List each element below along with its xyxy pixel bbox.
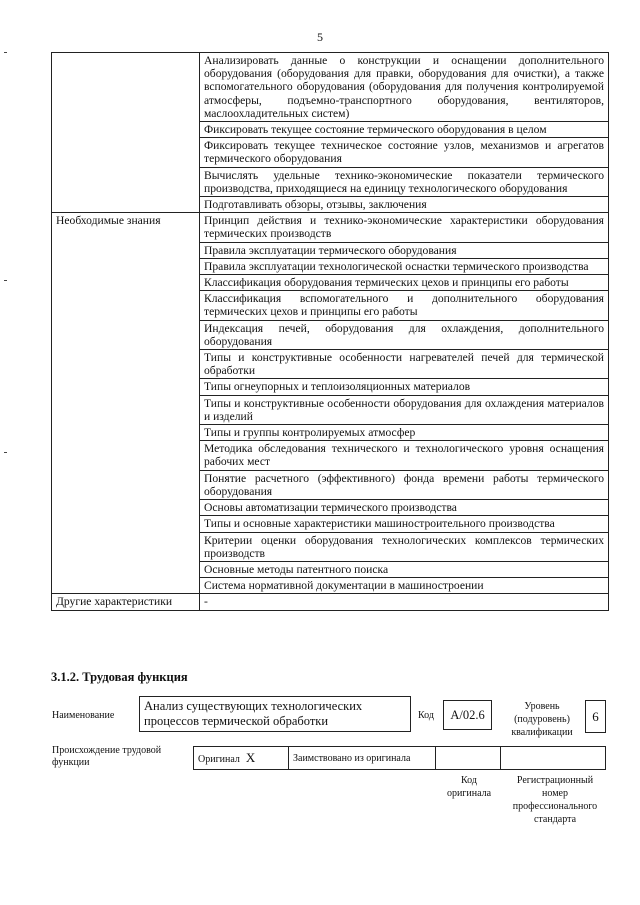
table-row bbox=[52, 291, 609, 320]
row-label bbox=[52, 441, 200, 470]
section-title: 3.1.2. Трудовая функция bbox=[51, 670, 188, 684]
borrowed-cell bbox=[289, 747, 436, 770]
table-row bbox=[52, 578, 609, 594]
table-row bbox=[52, 395, 609, 424]
table-row bbox=[52, 122, 609, 138]
row-text: Типы и основные характеристики машиностроительного производства bbox=[200, 516, 609, 532]
row-label bbox=[52, 242, 200, 258]
row-label bbox=[52, 532, 200, 561]
original-mark: X bbox=[245, 750, 256, 765]
original-cell bbox=[194, 747, 289, 770]
code-value: A/02.6 bbox=[443, 700, 492, 730]
table-row bbox=[52, 320, 609, 349]
row-label bbox=[52, 197, 200, 213]
row-text: - bbox=[200, 594, 609, 610]
name-label: Наименование bbox=[52, 710, 115, 721]
row-text: Фиксировать текущее техническое состояние узлов, механизмов и агрегатов термического оборудования bbox=[200, 138, 609, 167]
borrowed-label: Заимствовано из оригинала bbox=[293, 752, 411, 764]
row-label bbox=[52, 470, 200, 499]
row-text: Индексация печей, оборудования для охлаждения, дополнительного оборудования bbox=[200, 320, 609, 349]
level-label: Уровень (подуровень) квалификации bbox=[511, 701, 573, 738]
row-text: Система нормативной документации в машиностроении bbox=[200, 578, 609, 594]
row-label bbox=[52, 578, 200, 594]
reg-number-label: Регистрационный номер профессионального стандарта bbox=[512, 775, 598, 825]
table-row bbox=[52, 197, 609, 213]
reg-number-cell bbox=[501, 747, 606, 770]
table-row bbox=[52, 594, 609, 610]
table-row bbox=[52, 167, 609, 196]
table-row bbox=[52, 500, 609, 516]
row-label bbox=[52, 167, 200, 196]
table-row bbox=[52, 516, 609, 532]
table-row bbox=[52, 441, 609, 470]
margin-mark bbox=[4, 452, 7, 453]
row-label bbox=[52, 395, 200, 424]
row-label: Другие характеристики bbox=[52, 594, 200, 610]
level-value: 6 bbox=[585, 700, 606, 733]
row-label bbox=[52, 138, 200, 167]
code-label: Код bbox=[418, 710, 434, 721]
table-row bbox=[52, 470, 609, 499]
origin-table bbox=[193, 746, 606, 770]
row-label bbox=[52, 379, 200, 395]
row-text: Типы и группы контролируемых атмосфер bbox=[200, 425, 609, 441]
row-label: Необходимые знания bbox=[52, 213, 200, 242]
table-row bbox=[52, 275, 609, 291]
row-label bbox=[52, 320, 200, 349]
table-row bbox=[52, 53, 609, 122]
row-label bbox=[52, 561, 200, 577]
table-row bbox=[52, 213, 609, 242]
skills-knowledge-table bbox=[51, 52, 609, 611]
table-row bbox=[52, 138, 609, 167]
row-label bbox=[52, 425, 200, 441]
origin-label: Происхождение трудовой функции bbox=[52, 745, 162, 768]
table-row bbox=[52, 425, 609, 441]
row-label bbox=[52, 516, 200, 532]
margin-mark bbox=[4, 280, 7, 281]
name-value: Анализ существующих технологических процессов термической обработки bbox=[139, 696, 411, 732]
row-text: Методика обследования технического и технологического уровня оснащения рабочих мест bbox=[200, 441, 609, 470]
row-label bbox=[52, 350, 200, 379]
row-text: Основные методы патентного поиска bbox=[200, 561, 609, 577]
margin-mark bbox=[4, 52, 7, 53]
table-row bbox=[52, 350, 609, 379]
table-row bbox=[52, 379, 609, 395]
row-text: Классификация вспомогательного и дополнительного оборудования термических цехов и принципы его работы bbox=[200, 291, 609, 320]
row-text: Правила эксплуатации технологической оснастки термического производства bbox=[200, 258, 609, 274]
page-number: 5 bbox=[317, 30, 323, 44]
row-text: Принцип действия и технико-экономические характеристики оборудования термических производств bbox=[200, 213, 609, 242]
row-label bbox=[52, 258, 200, 274]
row-text: Классификация оборудования термических цехов и принципы его работы bbox=[200, 275, 609, 291]
row-text: Фиксировать текущее состояние термического оборудования в целом bbox=[200, 122, 609, 138]
row-text: Вычислять удельные технико-экономические показатели термического производства, приходящиеся на единицу технологического оборудования bbox=[200, 167, 609, 196]
row-text: Правила эксплуатации термического оборудования bbox=[200, 242, 609, 258]
row-text: Основы автоматизации термического производства bbox=[200, 500, 609, 516]
table-row bbox=[52, 532, 609, 561]
table-row bbox=[52, 258, 609, 274]
row-text: Понятие расчетного (эффективного) фонда времени работы термического оборудования bbox=[200, 470, 609, 499]
row-label bbox=[52, 291, 200, 320]
row-text: Анализировать данные о конструкции и оснащении дополнительного оборудования (оборудования для правки, оборудования для очистки), а также вспомогательного оборудования (оборудования для получения контролируемой атмосферы, подъемно-транспортного оборудования, вентиляторов, маслоохладительных систем) bbox=[200, 53, 609, 122]
row-text: Критерии оценки оборудования технологических комплексов термических производств bbox=[200, 532, 609, 561]
original-label: Оригинал bbox=[198, 754, 240, 765]
row-text: Типы и конструктивные особенности нагревателей печей для термической обработки bbox=[200, 350, 609, 379]
code-original-label: Код оригинала bbox=[446, 775, 492, 799]
table-row bbox=[52, 561, 609, 577]
code-original-cell bbox=[436, 747, 501, 770]
row-label bbox=[52, 500, 200, 516]
row-text: Типы огнеупорных и теплоизоляционных материалов bbox=[200, 379, 609, 395]
row-label bbox=[52, 122, 200, 138]
row-label bbox=[52, 275, 200, 291]
row-text: Подготавливать обзоры, отзывы, заключения bbox=[200, 197, 609, 213]
row-text: Типы и конструктивные особенности оборудования для охлаждения материалов и изделий bbox=[200, 395, 609, 424]
row-label bbox=[52, 53, 200, 122]
table-row bbox=[52, 242, 609, 258]
